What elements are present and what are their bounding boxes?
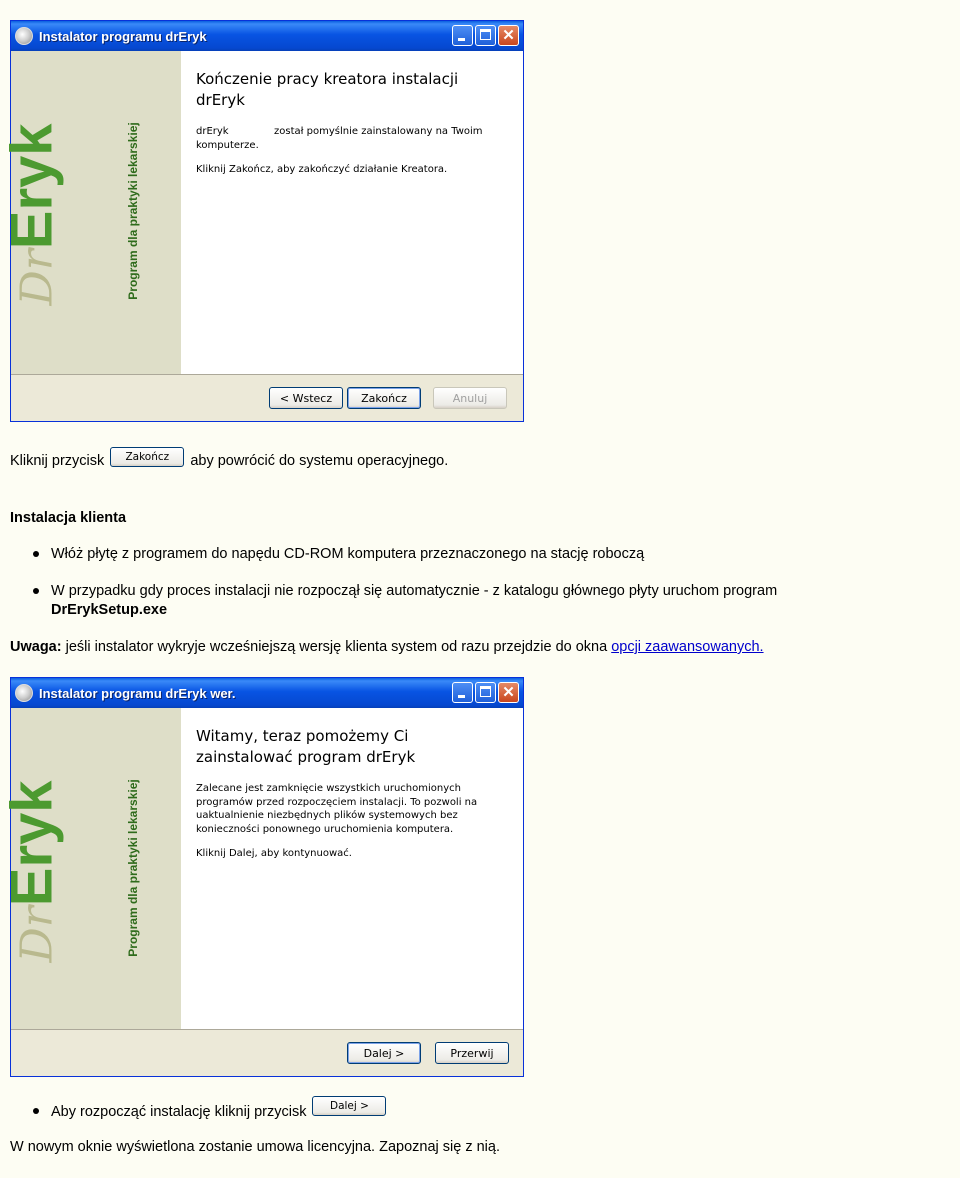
finish-button-image: Zakończ: [110, 447, 184, 467]
wizard-message: Zalecane jest zamknięcie wszystkich uruchomionych programów przed rozpoczęciem instalacji. To pozwoli na uaktualnienie niezbędnych plików systemowych bez konieczności ponownego uruchomienia komputera.: [196, 783, 478, 835]
advanced-options-link[interactable]: opcji zaawansowanych.: [611, 639, 764, 655]
window-title: Instalator programu drEryk: [39, 28, 207, 44]
bullet-dot: [33, 1108, 39, 1114]
brand-sidebar: DrEryk Program dla praktyki lekarskiej: [11, 51, 181, 374]
finish-button[interactable]: Zakończ: [347, 387, 421, 409]
next-button-image: Dalej >: [312, 1096, 386, 1116]
bullet-dot: [33, 551, 39, 557]
setup-filename: DrErykSetup.exe: [51, 602, 168, 618]
close-icon: ✕: [502, 684, 515, 701]
wizard-heading: Kończenie pracy kreatora instalacji drEryk: [196, 70, 459, 109]
installer-window-welcome: [0, 677, 524, 1077]
wizard-instruction: Kliknij Dalej, aby kontynuować.: [196, 848, 352, 859]
bullet-dot: [33, 588, 39, 594]
installer-app-icon: [15, 27, 33, 45]
minimize-icon: [458, 38, 465, 41]
license-info: W nowym oknie wyświetlona zostanie umowa licencyjna. Zapoznaj się z nią.: [10, 1139, 500, 1155]
wizard-button-bar: [11, 374, 523, 421]
installer-app-icon: [15, 684, 33, 702]
title-bar[interactable]: [11, 21, 523, 51]
bullet-insert-cd: Włóż płytę z programem do napędu CD-ROM komputera przeznaczonego na stację roboczą: [51, 546, 645, 562]
wizard-button-bar: [11, 1029, 523, 1076]
cancel-button: Anuluj: [433, 387, 507, 409]
installer-window-finish: [0, 20, 524, 422]
dreryk-logo: DrEryk: [0, 123, 65, 306]
minimize-button[interactable]: [452, 25, 473, 46]
minimize-icon: [458, 695, 465, 698]
back-button[interactable]: < Wstecz: [269, 387, 343, 409]
maximize-button[interactable]: [475, 25, 496, 46]
finish-instruction: Kliknij przycisk Zakończ aby powrócić do systemu operacyjnego.: [10, 451, 448, 471]
note-paragraph: [10, 638, 764, 657]
wizard-message: drEryk został pomyślnie zainstalowany na Twoim komputerze.: [196, 126, 483, 151]
window-title: Instalator programu drEryk wer.: [39, 685, 236, 701]
note-text: jeśli instalator wykryje wcześniejszą wersję klienta system od razu przejdzie do okna: [65, 639, 608, 655]
section-title: Instalacja klienta: [10, 510, 127, 526]
bullet-start-install: Aby rozpocząć instalację kliknij przycisk Dalej >: [51, 1102, 386, 1122]
wizard-instruction: Kliknij Zakończ, aby zakończyć działanie Kreatora.: [196, 164, 448, 175]
bullet-manual-start: W przypadku gdy proces instalacji nie rozpoczął się automatycznie - z katalogu głównego płyty uruchom program: [51, 583, 778, 599]
title-bar[interactable]: [11, 678, 523, 708]
close-button[interactable]: [498, 682, 519, 703]
note-label: Uwaga:: [10, 639, 62, 655]
close-icon: ✕: [502, 27, 515, 44]
brand-sidebar: DrEryk Program dla praktyki lekarskiej: [11, 708, 181, 1029]
next-button[interactable]: Dalej >: [347, 1042, 421, 1064]
dreryk-logo: DrEryk: [0, 780, 65, 963]
wizard-heading: Witamy, teraz pomożemy Ci zainstalować program drEryk: [196, 727, 416, 766]
close-button[interactable]: [498, 25, 519, 46]
maximize-icon: [480, 29, 491, 40]
maximize-button[interactable]: [475, 682, 496, 703]
abort-button[interactable]: Przerwij: [435, 1042, 509, 1064]
maximize-icon: [480, 686, 491, 697]
minimize-button[interactable]: [452, 682, 473, 703]
